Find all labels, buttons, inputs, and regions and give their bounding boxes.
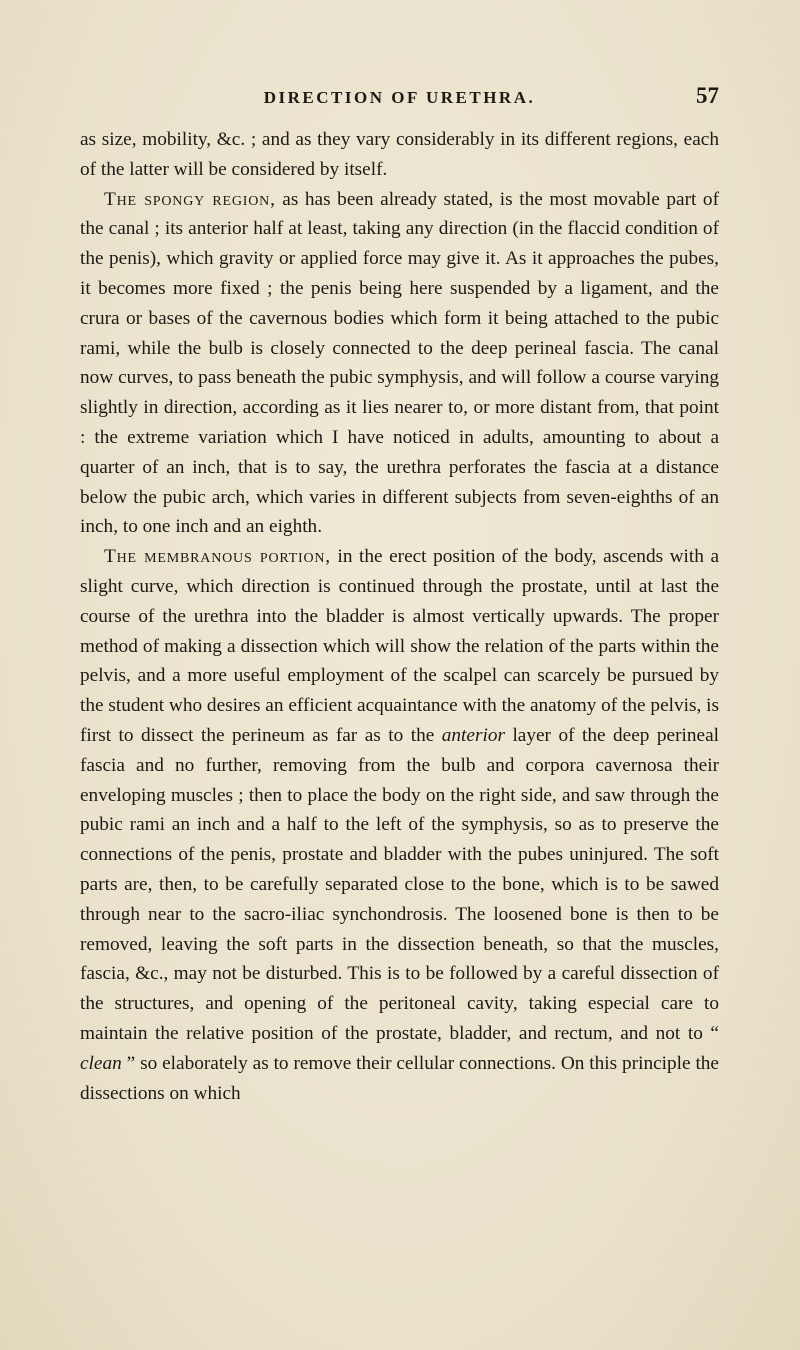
section-lead-spongy-region: The spongy region, [104, 188, 276, 210]
paragraph-continuation [80, 125, 719, 185]
running-head [80, 80, 719, 114]
paragraph-spongy-region [80, 185, 719, 543]
section-lead-membranous-portion: The membranous portion, [104, 546, 331, 568]
paragraph-1-text: as size, mobility, &c. ; and as they vary considerably in its different regions, each of the latter will be considered by itself. [80, 129, 719, 180]
paragraph-membranous-portion [80, 542, 719, 1108]
paragraph-3-text-c: ” so elaborately as to remove their cellular connections. On this principle the dissections on which [80, 1052, 719, 1104]
paragraph-2-text: as has been already stated, is the most movable part of the canal ; its anterior half at least, taking any direction (in the flaccid condition of the penis), which gravity or applied force may give it. As it approaches the pubes, it becomes more fixed ; the penis being here suspended by a ligament, and the crura or bases of the cavernous bodies which form it being attached to the pubic rami, while the bulb is closely connected to the deep perineal fascia. The canal now curves, to pass beneath the pubic symphysis, and will follow a course varying slightly in direction, according as it lies nearer to, or more distant from, that point : the extreme variation which I have noticed in adults, amounting to about a quarter of an inch, that is to say, the urethra perforates the fascia at a distance below the pubic arch, which varies in different subjects from seven-eighths of an inch, to one inch and an eighth. [80, 188, 719, 538]
emphasis-anterior: anterior [441, 724, 505, 746]
body-text [80, 125, 719, 1108]
running-title: DIRECTION OF URETHRA. [263, 88, 536, 107]
emphasis-clean: clean [80, 1052, 122, 1074]
paragraph-3-text-b: layer of the deep perineal fascia and no further, removing from the bulb and corpora cavernosa their enveloping muscles ; then to place the body on the right side, and saw through the pubic rami an inch and a half to the left of the symphysis, so as to preserve the connections of the penis, prostate and bladder with the pubes uninjured. The soft parts are, then, to be carefully separated close to the bone, which is to be sawed through near to the sacro-iliac synchondrosis. The loosened bone is then to be removed, leaving the soft parts in the dissection beneath, so that the muscles, fascia, &c., may not be disturbed. This is to be followed by a careful dissection of the structures, and opening of the peritoneal cavity, taking especial care to maintain the relative position of the prostate, bladder, and rectum, and not to “ [80, 724, 719, 1044]
paragraph-3-text-a: in the erect position of the body, ascends with a slight curve, which direction is continued through the prostate, until at last the course of the urethra into the bladder is almost vertically upwards. The proper method of making a dissection which will show the relation of the parts within the pelvis, and a more useful employment of the scalpel can scarcely be pursued by the student who desires an efficient acquaintance with the anatomy of the pelvis, is first to dissect the perineum as far as to the [80, 546, 719, 746]
page-number: 57 [696, 83, 719, 108]
